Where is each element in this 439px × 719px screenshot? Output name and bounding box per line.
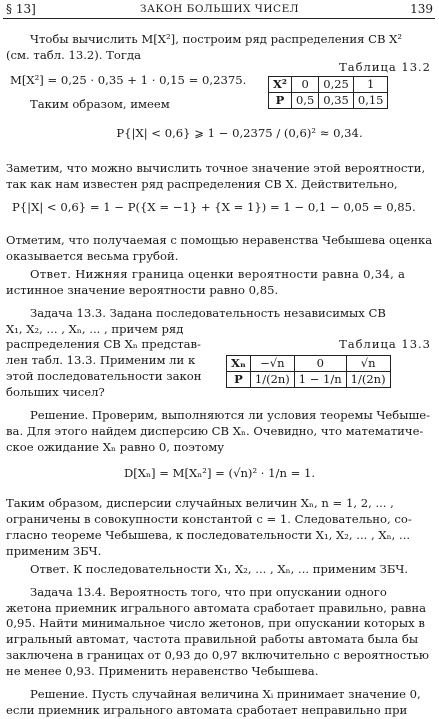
page-number: 139 — [410, 2, 433, 16]
table-cell: 0 — [291, 76, 318, 92]
table-cell: 0 — [294, 355, 346, 371]
table-row — [227, 355, 391, 371]
table-row — [227, 371, 391, 387]
table-row — [269, 76, 388, 92]
text-line: Таким образом, дисперсии случайных величин Xₙ, n = 1, 2, ... , — [6, 496, 394, 511]
text-line: Заметим, что можно вычислить точное значение этой вероятности, — [6, 160, 426, 175]
text-line: распределения СВ Xₙ представ- — [6, 337, 201, 352]
text-line: 0,95. Найти минимальное число жетонов, при опускании которых в — [6, 616, 425, 631]
answer-line: Ответ. Нижняя граница оценки вероятности равна 0,34, а — [30, 266, 406, 281]
table-cell: P — [269, 92, 292, 108]
text-line: Чтобы вычислить M[X²], построим ряд распределения СВ X² — [30, 32, 403, 46]
table-cell: 1/(2n) — [346, 371, 390, 387]
table-cell: √n — [346, 355, 390, 371]
table-row — [269, 92, 388, 108]
text-line: не менее 0,93. Применить неравенство Чебышева. — [6, 664, 319, 679]
table-cell: X² — [269, 76, 292, 92]
text-line: больших чисел? — [6, 385, 105, 400]
table-cell: −√n — [250, 355, 294, 371]
table-cell: 0,35 — [319, 92, 354, 108]
solution-line: Решение. Пусть случайная величина Xᵢ принимает значение 0, — [30, 687, 421, 702]
problem-title: Задача 13.4. Вероятность того, что при опускании одного — [30, 584, 387, 599]
formula-variance: D[Xₙ] = M[Xₙ²] = (√n)² · 1/n = 1. — [123, 466, 316, 481]
text-line: гласно теореме Чебышева, к последовательности X₁, X₂, ... , Xₙ, ... — [6, 528, 411, 543]
text-line: истинное значение вероятности равно 0,85. — [6, 282, 279, 297]
table-cell: Xₙ — [227, 355, 251, 371]
problem-title: Задача 13.3. Задана последовательность независимых СВ — [30, 305, 386, 320]
table-cell: 0,5 — [291, 92, 318, 108]
text-line: этой последовательности закон — [6, 369, 202, 384]
text-line: так как нам известен ряд распределения СВ X. Действительно, — [6, 176, 398, 191]
table-cell: 1 — [353, 76, 388, 92]
text-line: заключена в границах от 0,93 до 0,97 включительно с вероятностью — [6, 648, 430, 663]
table-cell: 0,15 — [353, 92, 388, 108]
table-13-2-caption: Таблица 13.2 — [339, 60, 431, 75]
text-line: ограничены в совокупности константой c = 1. Следовательно, со- — [6, 512, 412, 527]
answer-line: Ответ. К последовательности X₁, X₂, ... , Xₙ, ... применим ЗБЧ. — [30, 561, 409, 576]
text-line: X₁, X₂, ... , Xₙ, ... , причем ряд — [6, 321, 184, 336]
table-13-2 — [268, 76, 388, 109]
table-cell: 1/(2n) — [250, 371, 294, 387]
text-line: (см. табл. 13.2). Тогда — [6, 47, 141, 62]
table-cell: P — [227, 371, 251, 387]
header-rule — [3, 18, 435, 19]
text-line: оказывается весьма грубой. — [6, 249, 179, 264]
formula-chebyshev-estimate: P{|X| < 0,6} ⩾ 1 − 0,2375 / (0,6)² ≈ 0,34. — [116, 125, 363, 140]
section-number: § 13] — [6, 2, 36, 16]
text-line: Отметим, что получаемая с помощью неравенства Чебышева оценка — [6, 233, 433, 248]
formula-mx2: M[X²] = 0,25 · 0,35 + 1 · 0,15 = 0,2375. — [10, 72, 247, 87]
table-13-3-caption: Таблица 13.3 — [339, 337, 431, 352]
formula-exact-probability: P{|X| < 0,6} = 1 − P({X = −1} + {X = 1}) = 1 − 0,1 − 0,05 = 0,85. — [12, 199, 416, 214]
text-line: лен табл. 13.3. Применим ли к — [6, 353, 196, 368]
text-line: игральный автомат, частота правильной работы автомата была бы — [6, 632, 419, 647]
text-line: Таким образом, имеем — [30, 97, 170, 112]
running-title: ЗАКОН БОЛЬШИХ ЧИСЕЛ — [139, 3, 300, 15]
table-13-3 — [226, 355, 391, 388]
solution-line: Решение. Проверим, выполняются ли условия теоремы Чебыше- — [30, 408, 431, 423]
text-line: если приемник игрального автомата сработает неправильно при — [6, 703, 408, 717]
text-line: жетона приемник игрального автомата сработает правильно, равна — [6, 600, 427, 615]
table-cell: 0,25 — [319, 76, 354, 92]
text-line: ва. Для этого найдем дисперсию СВ Xₙ. Очевидно, что математиче- — [6, 424, 424, 438]
text-line: применим ЗБЧ. — [6, 544, 102, 559]
table-cell: 1 − 1/n — [294, 371, 346, 387]
text-line: ское ожидание Xₙ равно 0, поэтому — [6, 439, 225, 454]
